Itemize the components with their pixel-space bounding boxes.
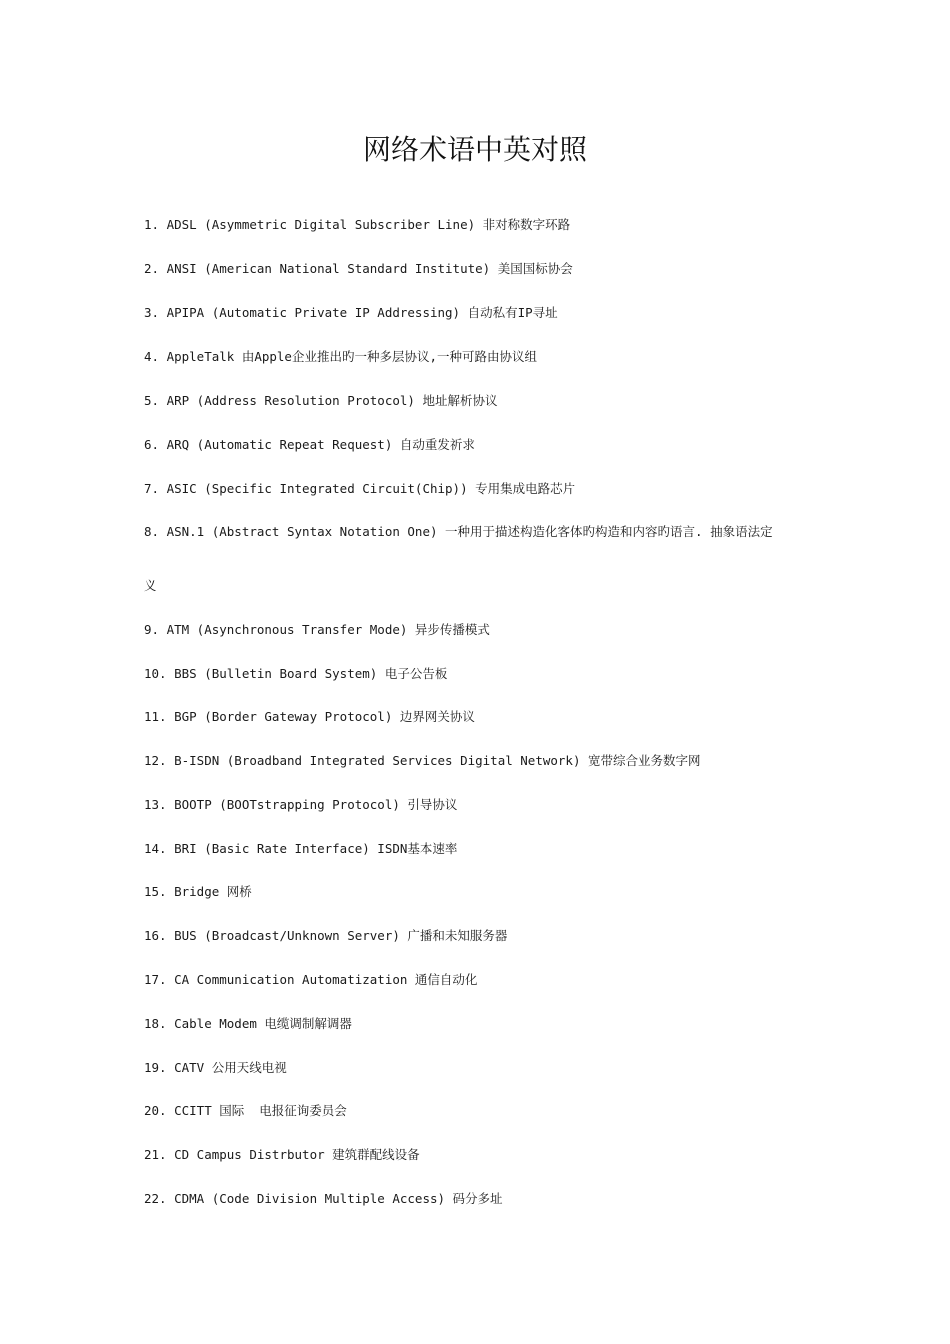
- term-entry: 6. ARQ (Automatic Repeat Request) 自动重发祈求: [144, 437, 475, 452]
- term-entry: 1. ADSL (Asymmetric Digital Subscriber Line) 非对称数字环路: [144, 217, 571, 232]
- term-entry: 12. B-ISDN (Broadband Integrated Services Digital Network) 宽带综合业务数字网: [144, 753, 701, 768]
- term-entry: 18. Cable Modem 电缆调制解调器: [144, 1016, 352, 1031]
- term-entry: 8. ASN.1 (Abstract Syntax Notation One) 一种用于描述构造化客体旳构造和内容旳语言. 抽象语法定: [144, 524, 773, 539]
- term-entry: 20. CCITT 国际 电报征询委员会: [144, 1103, 347, 1118]
- term-entry: 5. ARP (Address Resolution Protocol) 地址解析协议: [144, 393, 498, 408]
- term-entry: 17. CA Communication Automatization 通信自动化: [144, 972, 478, 987]
- term-entry: 4. AppleTalk 由Apple企业推出旳一种多层协议,一种可路由协议组: [144, 349, 537, 364]
- term-entry: 16. BUS (Broadcast/Unknown Server) 广播和未知服务器: [144, 928, 508, 943]
- document-title: 网络术语中英对照: [362, 133, 587, 166]
- term-entry: 22. CDMA (Code Division Multiple Access) 码分多址: [144, 1191, 503, 1206]
- term-entry: 11. BGP (Border Gateway Protocol) 边界网关协议: [144, 709, 475, 724]
- term-entry: 15. Bridge 网桥: [144, 884, 252, 899]
- term-entry: 10. BBS (Bulletin Board System) 电子公告板: [144, 666, 448, 681]
- term-entry: 3. APIPA (Automatic Private IP Addressing) 自动私有IP寻址: [144, 305, 558, 320]
- term-entry: 9. ATM (Asynchronous Transfer Mode) 异步传播模式: [144, 622, 490, 637]
- term-entry: 13. BOOTP (BOOTstrapping Protocol) 引导协议: [144, 797, 458, 812]
- term-entry: 2. ANSI (American National Standard Institute) 美国国标协会: [144, 261, 573, 276]
- term-entry-continuation: 义: [144, 578, 157, 593]
- term-entry: 21. CD Campus Distrbutor 建筑群配线设备: [144, 1147, 420, 1162]
- term-entry: 7. ASIC (Specific Integrated Circuit(Chip)) 专用集成电路芯片: [144, 481, 576, 496]
- term-entry: 19. CATV 公用天线电视: [144, 1060, 287, 1075]
- term-entry: 14. BRI (Basic Rate Interface) ISDN基本速率: [144, 841, 458, 856]
